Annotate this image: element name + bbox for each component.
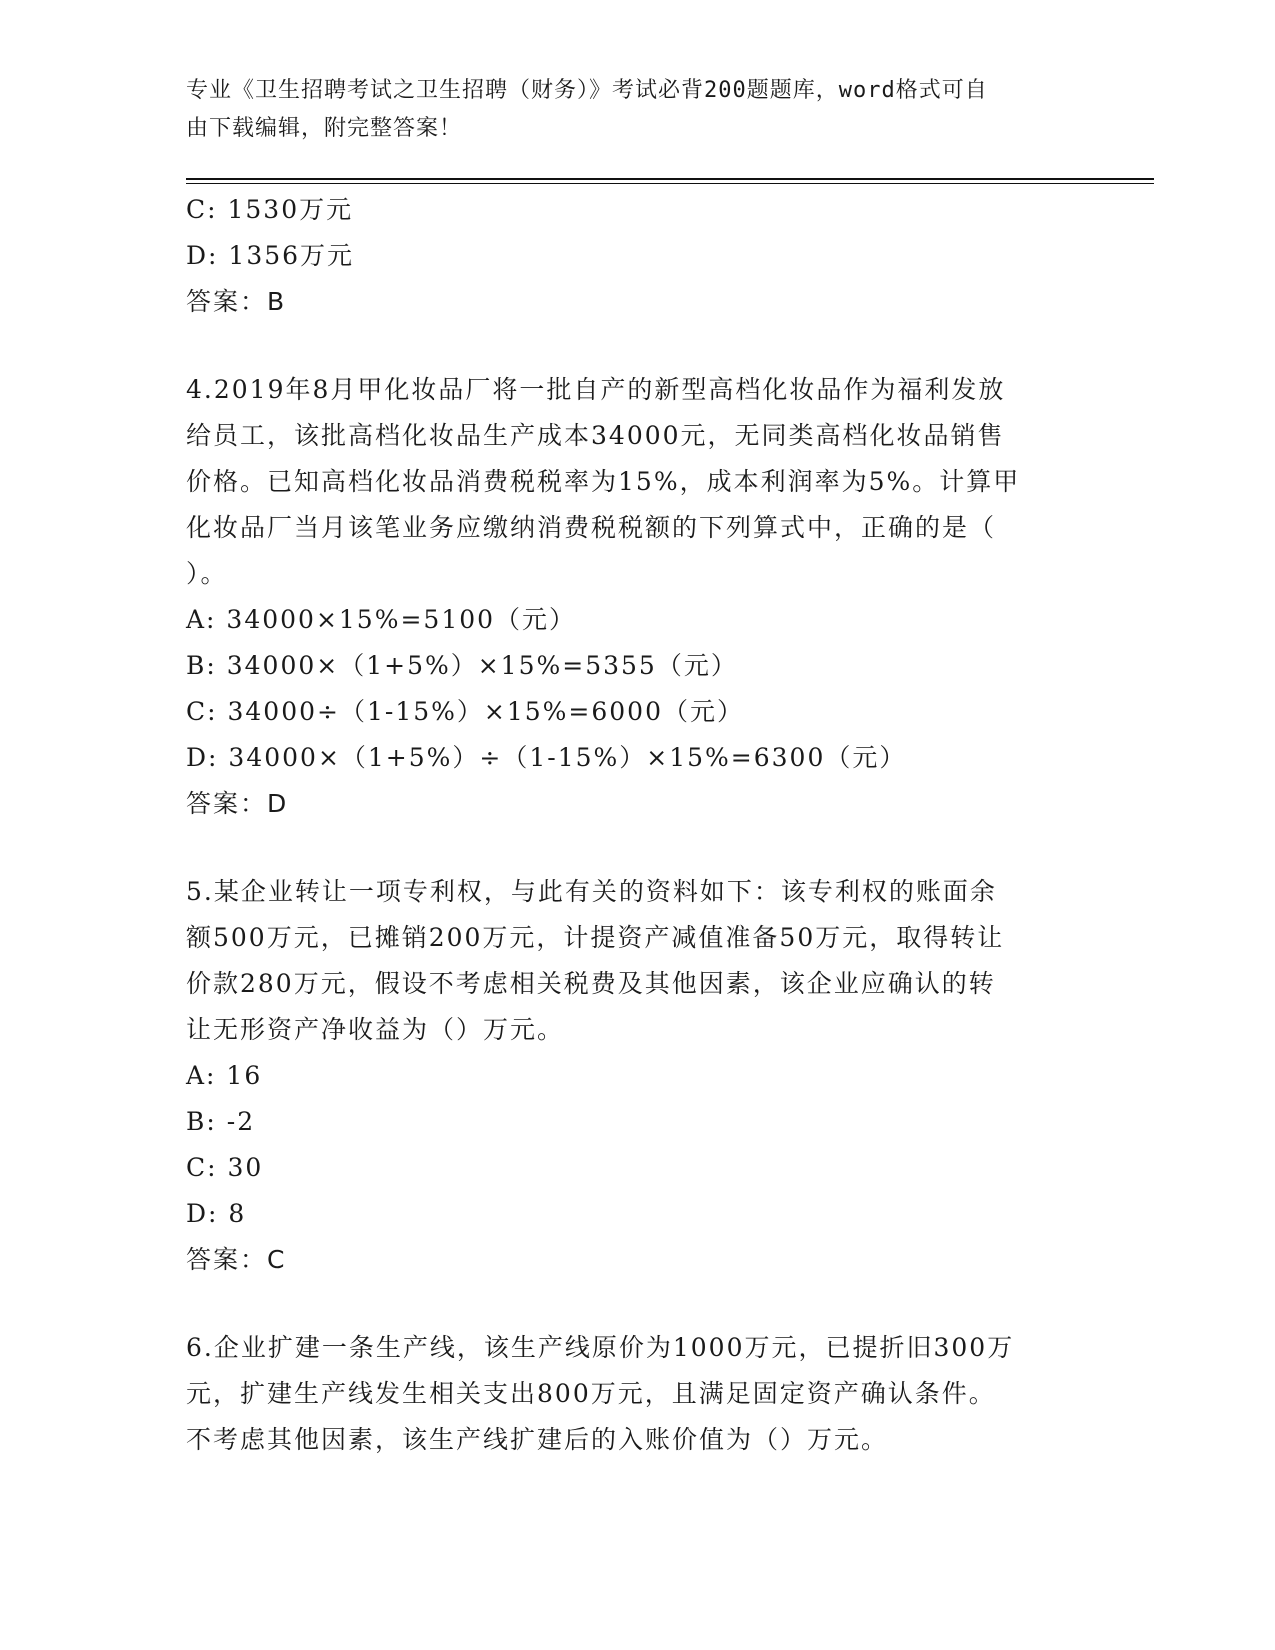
option-a: A: 16 xyxy=(186,1061,263,1090)
question-stem-line: 价格。已知高档化妆品消费税税率为15%，成本利润率为5%。计算甲 xyxy=(186,467,1021,496)
question-stem-line: 额500万元，已摊销200万元，计提资产减值准备50万元，取得转让 xyxy=(186,923,1005,952)
option-b: B: -2 xyxy=(186,1107,256,1136)
header-line: 由下载编辑，附完整答案！ xyxy=(186,116,463,141)
question-stem-line: 5.某企业转让一项专利权，与此有关的资料如下：该专利权的账面余 xyxy=(186,877,997,906)
question-stem-line: 6.企业扩建一条生产线，该生产线原价为1000万元，已提折旧300万 xyxy=(186,1333,1015,1362)
question-4 xyxy=(186,367,1086,827)
option-d: D: 8 xyxy=(186,1199,247,1228)
option-d: D: 1356万元 xyxy=(186,241,355,270)
spacer xyxy=(186,325,1086,367)
option-a: A: 34000×15%=5100（元） xyxy=(186,605,577,634)
question-stem-line: 化妆品厂当月该笔业务应缴纳消费税税额的下列算式中，正确的是（ xyxy=(186,513,997,542)
document-body xyxy=(186,187,1086,1463)
header-divider xyxy=(186,178,1154,180)
answer-label: 答案：B xyxy=(186,287,287,316)
question-3 xyxy=(186,187,1086,325)
header-divider-thin xyxy=(186,183,1154,184)
option-b: B: 34000×（1+5%）×15%=5355（元） xyxy=(186,651,738,680)
answer-label: 答案：D xyxy=(186,789,289,818)
option-d: D: 34000×（1+5%）÷（1-15%）×15%=6300（元） xyxy=(186,743,907,772)
question-stem-line: 不考虑其他因素，该生产线扩建后的入账价值为（）万元。 xyxy=(186,1425,889,1454)
question-5 xyxy=(186,869,1086,1283)
question-stem-line: 元，扩建生产线发生相关支出800万元，且满足固定资产确认条件。 xyxy=(186,1379,996,1408)
question-stem-line: 价款280万元，假设不考虑相关税费及其他因素，该企业应确认的转 xyxy=(186,969,996,998)
question-stem-line: 4.2019年8月甲化妆品厂将一批自产的新型高档化妆品作为福利发放 xyxy=(186,375,1006,404)
spacer xyxy=(186,1283,1086,1325)
header-line: 专业《卫生招聘考试之卫生招聘（财务）》考试必背200题题库，word格式可自 xyxy=(186,78,988,103)
document-header xyxy=(186,72,1066,148)
question-6 xyxy=(186,1325,1086,1463)
option-c: C: 30 xyxy=(186,1153,264,1182)
answer-label: 答案：C xyxy=(186,1245,287,1274)
spacer xyxy=(186,827,1086,869)
question-stem-line: ）。 xyxy=(186,559,228,588)
option-c: C: 1530万元 xyxy=(186,195,354,224)
option-c: C: 34000÷（1-15%）×15%=6000（元） xyxy=(186,697,744,726)
question-stem-line: 让无形资产净收益为（）万元。 xyxy=(186,1015,565,1044)
question-stem-line: 给员工，该批高档化妆品生产成本34000元，无同类高档化妆品销售 xyxy=(186,421,1005,450)
